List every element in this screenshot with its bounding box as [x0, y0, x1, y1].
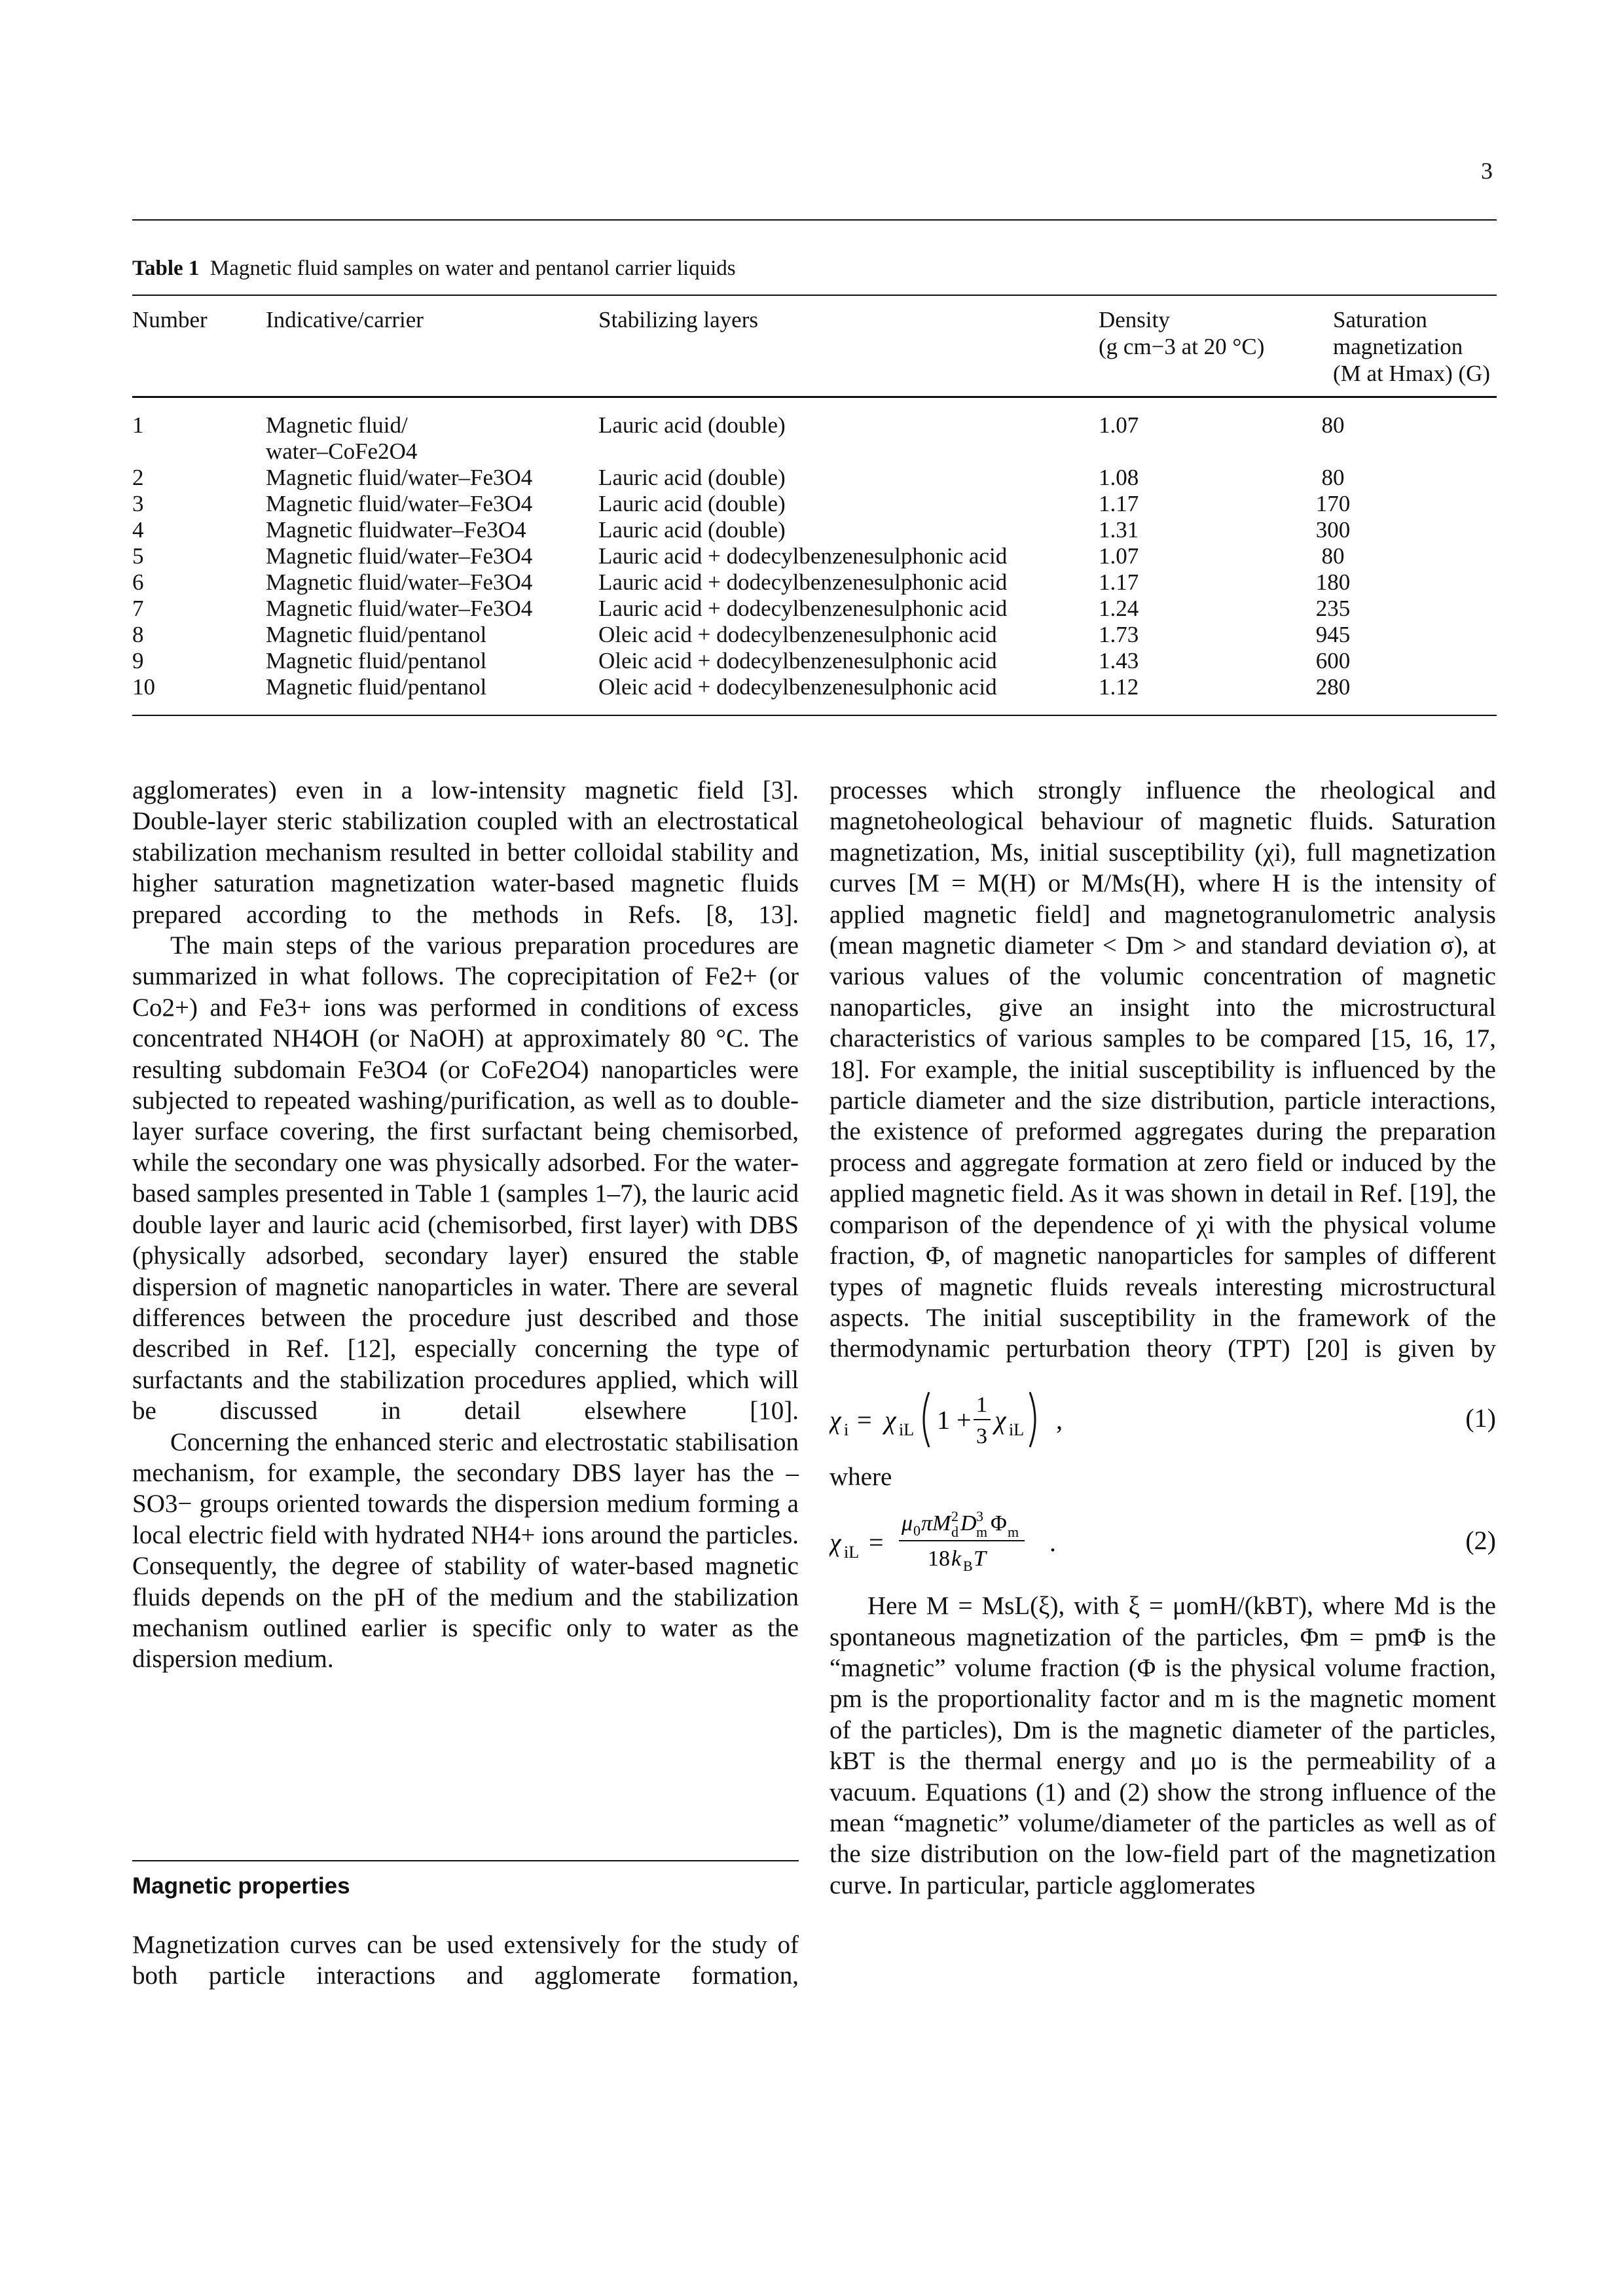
cell-carrier: Magnetic fluid/water–Fe3O4	[266, 465, 533, 490]
cell-carrier: Magnetic fluid/pentanol	[266, 674, 487, 700]
cell-number: 5	[132, 543, 144, 569]
cell-stabilizing: Lauric acid (double)	[598, 465, 786, 490]
svg-text:2: 2	[951, 1508, 958, 1525]
cell-saturation: 600	[1315, 648, 1351, 673]
header-saturation-line1: Saturation	[1333, 307, 1427, 332]
table-row	[0, 674, 1623, 700]
right-column	[830, 775, 1496, 1901]
header-saturation-line2: magnetization	[1333, 334, 1463, 359]
table-row	[0, 465, 1623, 491]
cell-density: 1.17	[1099, 491, 1139, 516]
cell-saturation: 80	[1321, 465, 1345, 490]
header-stabilizing: Stabilizing layers	[598, 307, 758, 332]
cell-carrier-line2: water–CoFe2O4	[266, 439, 418, 464]
cell-stabilizing: Lauric acid + dodecylbenzenesulphonic acid	[598, 543, 1008, 569]
cell-saturation: 300	[1315, 517, 1351, 543]
svg-text:m: m	[1008, 1524, 1019, 1541]
svg-text:=: =	[869, 1528, 884, 1558]
cell-density: 1.31	[1099, 517, 1139, 543]
cell-stabilizing: Lauric acid + dodecylbenzenesulphonic acid	[598, 569, 1008, 595]
equation-1	[830, 1375, 1496, 1462]
svg-text:0: 0	[913, 1522, 921, 1539]
header-density	[1099, 306, 1264, 360]
table-top-rule	[132, 295, 1497, 296]
svg-text:m: m	[976, 1524, 988, 1541]
top-rule	[132, 219, 1497, 221]
table-caption	[132, 257, 736, 281]
left-paragraph-2: The main steps of the various preparation procedures are summarized in what follows. The coprecipitation of Fe2+ (or Co2+) and Fe3+ ions was performed in conditions of excess concentrated NH4OH (or NaOH) at approximately 80 °C. The resulting subdomain Fe3O4 (or CoFe2O4) nanoparticles were subjected to repeated washing/purification, as well as to double-layer surface covering, the first surfactant being chemisorbed, while the secondary one was physically adsorbed. For the water-based samples presented in Table 1 (samples 1–7), the lauric acid double layer and lauric acid (chemisorbed, first layer) with DBS (physically adsorbed, secondary layer) ensured the stable dispersion of magnetic nanoparticles in water. There are several differences between the procedure just described and those described in Ref. [12], especially concerning the type of surfactants and the stabilization procedures applied, which will be discussed in detail elsewhere [10].	[132, 931, 799, 1426]
cell-saturation: 80	[1321, 412, 1345, 438]
cell-stabilizing: Lauric acid (double)	[598, 412, 786, 438]
left-paragraph-1: agglomerates) even in a low-intensity magnetic field [3]. Double-layer steric stabilization coupled with an electrostatical stabilization mechanism resulted in better colloidal stability and higher saturation magnetization water-based magnetic fluids prepared according to the methods in Refs. [8, 13].	[132, 776, 799, 929]
cell-number: 4	[132, 517, 144, 543]
left-paragraph-4: Magnetization curves can be used extensively for the study of both particle interactions and agglomerate formation,	[132, 1931, 799, 1990]
cell-saturation: 235	[1315, 596, 1351, 621]
svg-text:3: 3	[976, 1508, 983, 1525]
table-row	[0, 412, 1623, 464]
svg-text:,: ,	[1056, 1405, 1063, 1435]
equation-2	[830, 1498, 1496, 1584]
cell-carrier: Magnetic fluid/water–Fe3O4	[266, 491, 533, 516]
cell-saturation: 945	[1315, 622, 1351, 647]
equation-1-svg	[830, 1375, 1222, 1462]
svg-text:χ: χ	[884, 1405, 896, 1435]
cell-carrier: Magnetic fluid/pentanol	[266, 648, 487, 673]
right-paragraph-1: processes which strongly influence the rheological and magnetoheological behaviour of magnetic fluids. Saturation magnetization, Ms, initial susceptibility (χi), full magnetization curves [M = M(H) or M/Ms(H), where H is the intensity of applied magnetic field] and magnetogranulometric analysis (mean magnetic diameter < Dm > and standard deviation σ), at various values of the volumic concentration of magnetic nanoparticles, give an insight into the microstructural characteristics of various samples to be compared [15, 16, 17, 18]. For example, the initial susceptibility is influenced by the particle diameter and the size distribution, particle interactions, the existence of preformed aggregates during the preparation process and aggregate formation at zero field or induced by the applied magnetic field. As it was shown in detail in Ref. [19], the comparison of the dependence of χi with the physical volume fraction, Φ, of magnetic nanoparticles for samples of different types of magnetic fluids reveals interesting microstructural aspects. The initial susceptibility in the framework of the thermodynamic perturbation theory (TPT) [20] is given by	[830, 776, 1496, 1363]
cell-carrier: Magnetic fluidwater–Fe3O4	[266, 517, 526, 543]
cell-carrier: Magnetic fluid/pentanol	[266, 622, 487, 647]
cell-number: 3	[132, 491, 144, 516]
svg-text:χ: χ	[830, 1528, 841, 1558]
cell-stabilizing: Lauric acid + dodecylbenzenesulphonic acid	[598, 596, 1008, 621]
cell-stabilizing: Oleic acid + dodecylbenzenesulphonic acid	[598, 674, 997, 700]
table-bottom-rule	[132, 715, 1497, 716]
header-number: Number	[132, 307, 208, 332]
svg-text:i: i	[844, 1420, 849, 1439]
cell-stabilizing: Oleic acid + dodecylbenzenesulphonic acid	[598, 622, 997, 647]
svg-text:1: 1	[976, 1392, 987, 1417]
table-row	[0, 517, 1623, 543]
svg-text:D: D	[960, 1511, 977, 1536]
cell-saturation: 180	[1315, 569, 1351, 595]
header-saturation	[1333, 306, 1490, 387]
svg-text:B: B	[963, 1558, 973, 1575]
svg-text:πM: πM	[921, 1511, 951, 1536]
svg-text:iL: iL	[899, 1420, 915, 1439]
svg-text:1 +: 1 +	[937, 1405, 972, 1435]
cell-number: 7	[132, 596, 144, 621]
equation-2-math	[830, 1498, 1222, 1584]
equation-1-math	[830, 1375, 1222, 1462]
page-number: 3	[1481, 158, 1493, 184]
svg-text:iL: iL	[844, 1543, 860, 1562]
cell-density: 1.07	[1099, 412, 1139, 438]
where-label: where	[830, 1462, 892, 1491]
svg-text:iL: iL	[1009, 1420, 1025, 1439]
cell-stabilizing: Oleic acid + dodecylbenzenesulphonic acid	[598, 648, 997, 673]
section-rule	[132, 1860, 799, 1861]
right-paragraph-2: Here M = MsL(ξ), with ξ = μomH/(kBT), where Md is the spontaneous magnetization of the particles, Φm = pmΦ is the “magnetic” volume fraction (Φ is the physical volume fraction, pm is the proportionality factor and m is the magnetic moment of the particles), Dm is the magnetic diameter of the particles, kBT is the thermal energy and μo is the permeability of a vacuum. Equations (1) and (2) show the strong influence of the mean “magnetic” volume/diameter of the particles as well as of the size distribution on the low-field part of the magnetization curve. In particular, particle agglomerates	[830, 1592, 1496, 1899]
cell-carrier: Magnetic fluid/water–Fe3O4	[266, 543, 533, 569]
header-saturation-line3: (M at Hmax) (G)	[1333, 361, 1491, 386]
cell-saturation: 170	[1315, 491, 1351, 516]
svg-text:k: k	[951, 1547, 962, 1571]
cell-number: 1	[132, 412, 144, 438]
cell-carrier: Magnetic fluid/	[266, 412, 408, 438]
cell-stabilizing: Lauric acid (double)	[598, 491, 786, 516]
left-paragraph-3: Concerning the enhanced steric and electrostatic stabilisation mechanism, for example, the secondary DBS layer has the –SO3− groups oriented towards the dispersion medium forming a local electric field with hydrated NH4+ ions around the particles. Consequently, the degree of stability of water-based magnetic fluids depends on the pH of the medium and the stabilization mechanism outlined earlier is specific only to water as the dispersion medium.	[132, 1427, 799, 1674]
cell-number: 10	[132, 674, 155, 700]
header-carrier: Indicative/carrier	[266, 307, 424, 332]
svg-text:T: T	[974, 1547, 986, 1571]
cell-number: 9	[132, 648, 144, 673]
svg-text:18: 18	[928, 1547, 950, 1571]
cell-number: 8	[132, 622, 144, 647]
cell-density: 1.73	[1099, 622, 1139, 647]
table-row	[0, 569, 1623, 596]
table-header-rule	[132, 396, 1497, 398]
table-row	[0, 648, 1623, 674]
cell-density: 1.17	[1099, 569, 1139, 595]
left-column	[132, 775, 799, 1675]
cell-density: 1.07	[1099, 543, 1139, 569]
equation-2-svg	[830, 1498, 1222, 1584]
cell-density: 1.12	[1099, 674, 1139, 700]
cell-stabilizing: Lauric acid (double)	[598, 517, 786, 543]
svg-text:μ: μ	[902, 1511, 913, 1536]
table-row	[0, 596, 1623, 622]
section-heading: Magnetic properties	[132, 1873, 350, 1899]
left-column-bottom	[132, 1929, 799, 1992]
svg-text:χ: χ	[830, 1405, 841, 1435]
table-caption-text: Magnetic fluid samples on water and pentanol carrier liquids	[210, 257, 736, 280]
cell-carrier: Magnetic fluid/water–Fe3O4	[266, 569, 533, 595]
header-density-line2: (g cm−3 at 20 °C)	[1099, 334, 1265, 359]
svg-text:χ: χ	[994, 1405, 1006, 1435]
cell-number: 2	[132, 465, 144, 490]
cell-number: 6	[132, 569, 144, 595]
header-density-line1: Density	[1099, 307, 1170, 332]
svg-text:Φ: Φ	[991, 1511, 1007, 1536]
svg-text:d: d	[951, 1524, 958, 1541]
cell-saturation: 80	[1321, 543, 1345, 569]
svg-text:.: .	[1049, 1528, 1056, 1558]
cell-density: 1.43	[1099, 648, 1139, 673]
svg-text:=: =	[857, 1405, 872, 1435]
table-row	[0, 543, 1623, 569]
cell-carrier: Magnetic fluid/water–Fe3O4	[266, 596, 533, 621]
table-row	[0, 622, 1623, 648]
cell-saturation: 280	[1315, 674, 1351, 700]
equation-2-number: (2)	[1465, 1526, 1496, 1556]
cell-density: 1.08	[1099, 465, 1139, 490]
svg-text:3: 3	[976, 1424, 987, 1448]
table-caption-label: Table 1	[132, 257, 200, 280]
cell-density: 1.24	[1099, 596, 1139, 621]
table-row	[0, 491, 1623, 517]
equation-1-number: (1)	[1465, 1403, 1496, 1433]
